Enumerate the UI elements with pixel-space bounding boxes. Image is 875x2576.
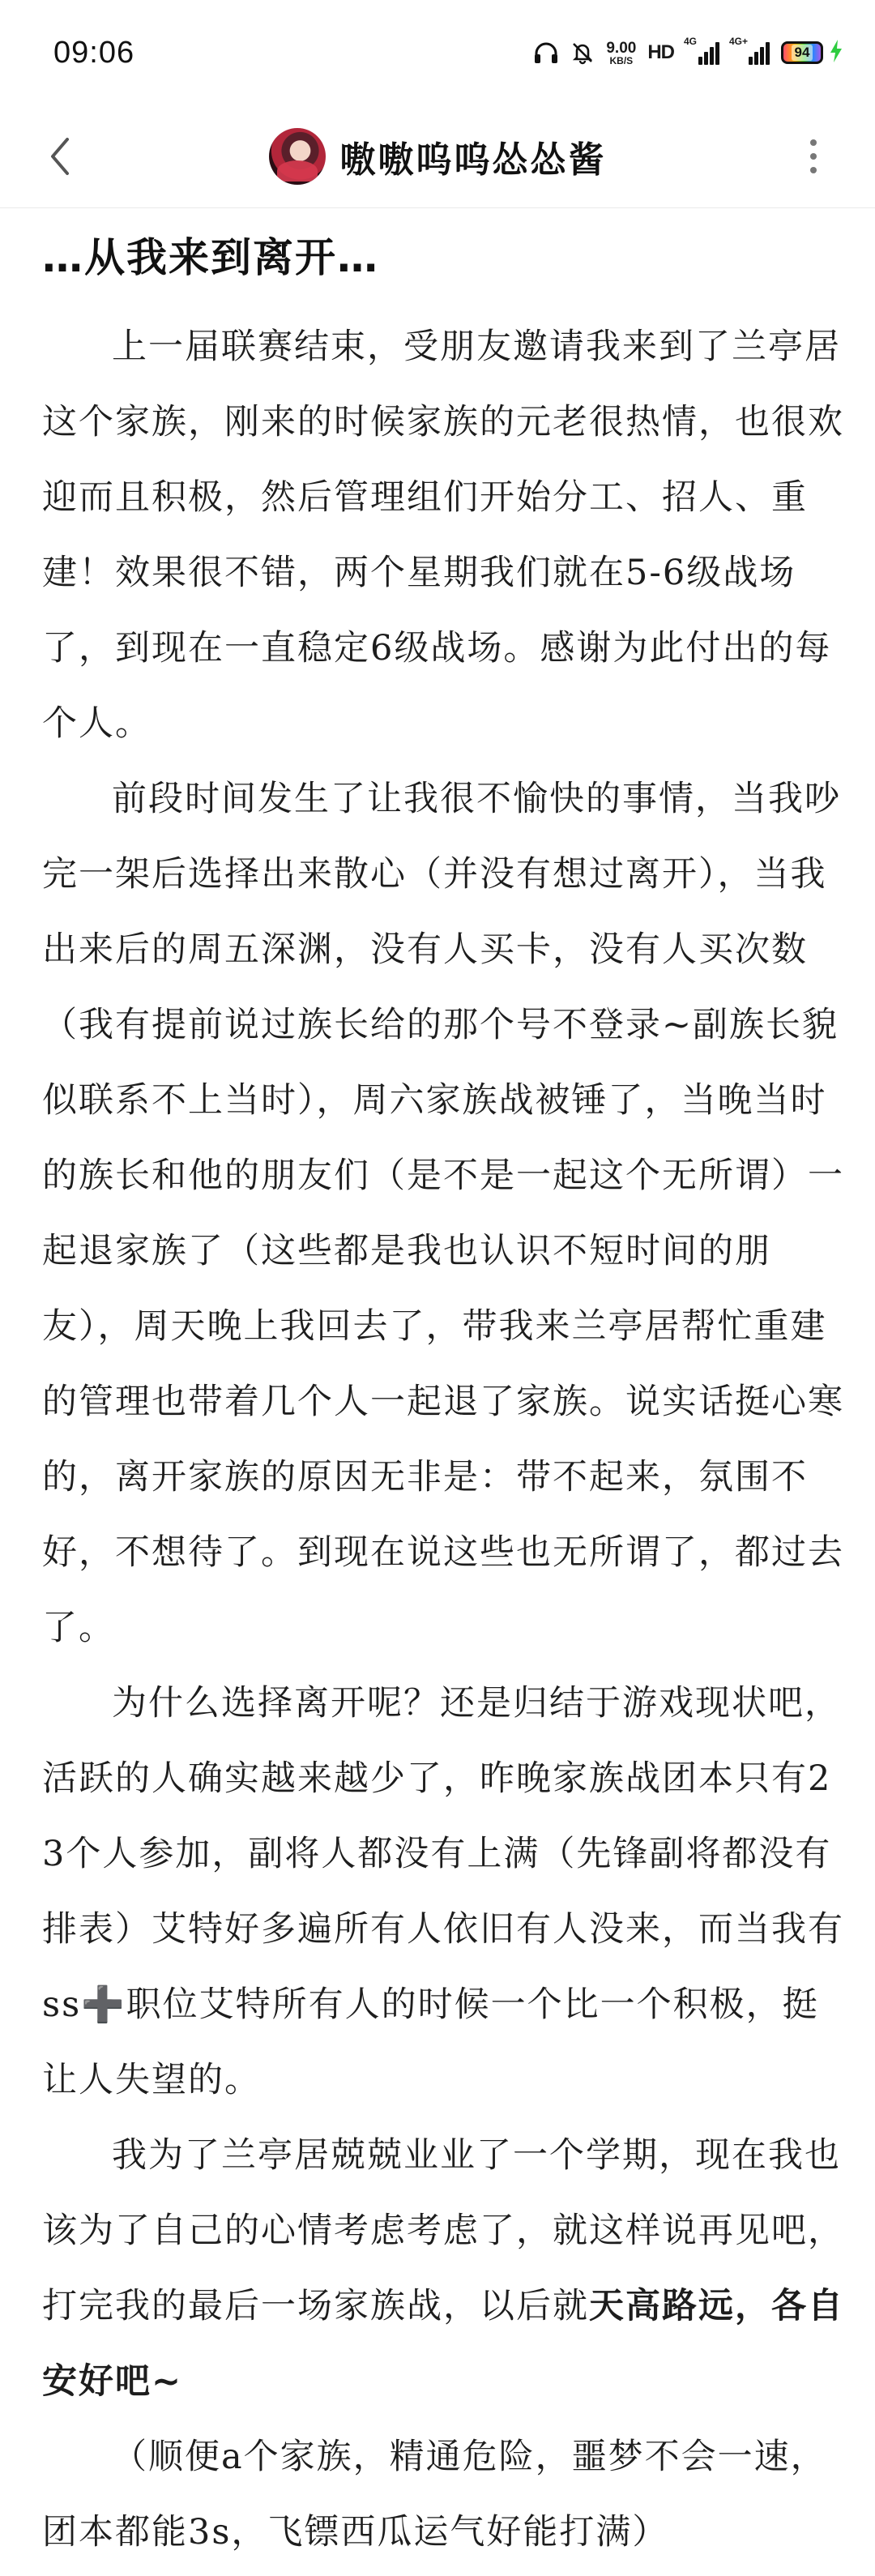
paragraph-1: 上一届联赛结束，受朋友邀请我来到了兰亭居这个家族，刚来的时候家族的元老很热情，也很欢迎而且积极，然后管理组们开始分工、招人、重建！效果很不错，两个星期我们就在5-6级战场了，到现在一直稳定6级战场。感谢为此付出的每个人。 (42, 327, 844, 744)
network-speed (606, 41, 636, 66)
signal-4g-plus-icon (729, 36, 770, 65)
battery-level: 94 (792, 45, 813, 61)
article-heading: …从我来到离开… (42, 234, 379, 281)
back-button[interactable] (36, 132, 84, 181)
signal-4g-label: 4G (684, 36, 698, 47)
title-group[interactable] (269, 128, 607, 185)
network-speed-value: 9.00 (606, 39, 637, 57)
status-time: 09:06 (53, 35, 135, 70)
paragraph-4-text: 我为了兰亭居兢兢业业了一个学期，现在我也该为了自己的心情考虑考虑了，就这样说再见吧，打完我的最后一场家族战，以后就 (42, 2135, 844, 2326)
title-bar (0, 105, 875, 208)
paragraph-4 (42, 2118, 844, 2420)
status-icons (533, 36, 843, 66)
more-dots-icon (810, 139, 817, 146)
signal-4g-plus-label: 4G+ (729, 36, 749, 47)
charging-bolt-icon (830, 40, 843, 66)
network-speed-unit: KB/S (609, 54, 634, 66)
more-options-button[interactable] (797, 132, 830, 181)
mute-bell-icon (570, 41, 595, 65)
battery-icon (781, 41, 823, 64)
chevron-left-icon (48, 136, 72, 177)
signal-4g-icon (684, 36, 719, 65)
status-bar (0, 0, 875, 105)
avatar[interactable] (269, 128, 326, 185)
paragraph-2: 前段时间发生了让我很不愉快的事情，当我吵完一架后选择出来散心（并没有想过离开），当我出来后的周五深渊，没有人买卡，没有人买次数（我有提前说过族长给的那个号不登录~副族长貌似联系不上当时），周六家族战被锤了，当晚当时的族长和他的朋友们（是不是一起这个无所谓）一起退家族了（这些都是我也认识不短时间的朋友），周天晚上我回去了，带我来兰亭居帮忙重建的管理也带着几个人一起退了家族。说实话挺心寒的，离开家族的原因无非是：带不起来，氛围不好，不想待了。到现在说这些也无所谓了，都过去了。 (42, 779, 844, 1648)
hd-label: HD (647, 41, 674, 63)
page-title: 嗷嗷呜呜怂怂酱 (339, 139, 607, 181)
headphones-icon (533, 41, 559, 65)
paragraph-3: 为什么选择离开呢？还是归结于游戏现状吧，活跃的人确实越来越少了，昨晚家族战团本只有23个人参加，副将人都没有上满（先锋副将都没有排表）艾特好多遍所有人依旧有人没来，而当我有ss➕职位艾特所有人的时候一个比一个积极，挺让人失望的。 (42, 1683, 844, 2100)
article-body (42, 211, 844, 2570)
paragraph-5: （顺便a个家族，精通危险，噩梦不会一速，团本都能3s，飞镖西瓜运气好能打满） (42, 2437, 827, 2553)
paragraph-4-bold-text: 天高路远，各自安好吧~ (42, 2286, 844, 2402)
